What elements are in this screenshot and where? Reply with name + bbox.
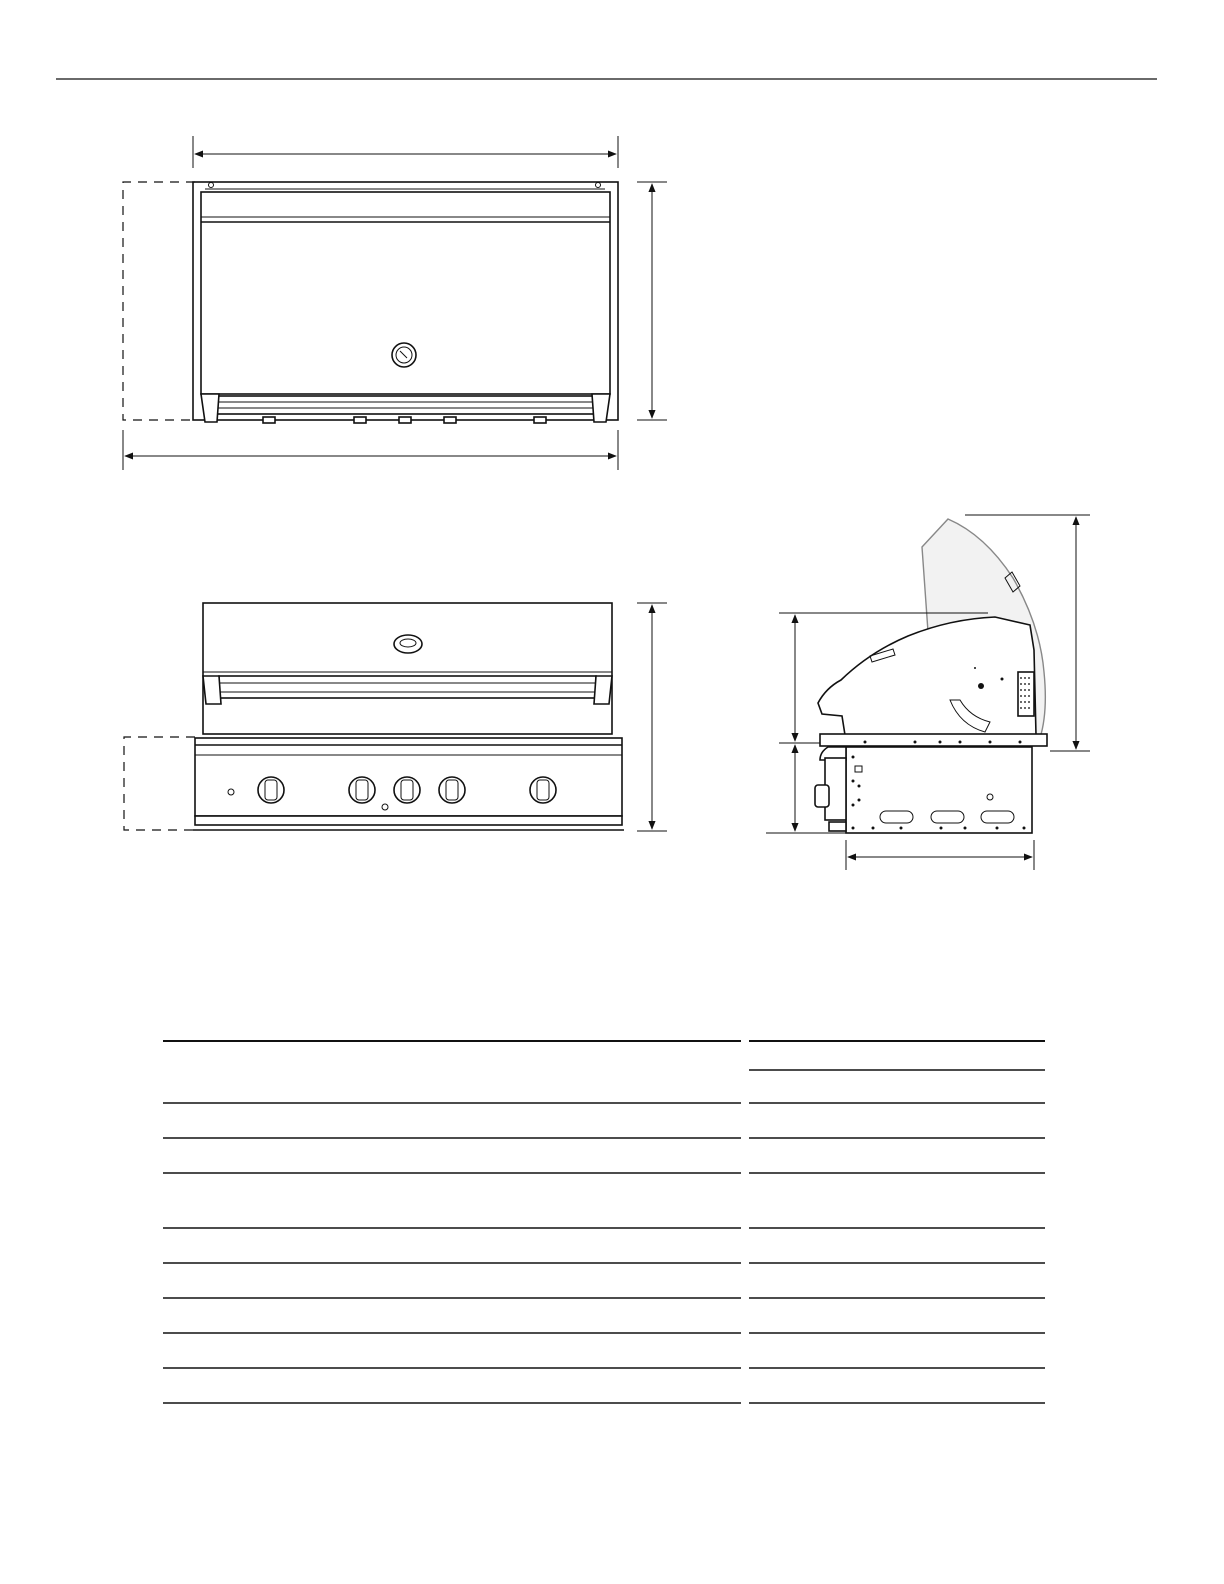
control-knob-icon — [439, 777, 465, 803]
control-knob-icon — [530, 777, 556, 803]
cutout-outline-dashed — [123, 182, 195, 420]
thermometer-icon-front — [394, 635, 422, 653]
top-view-drawing — [123, 136, 667, 470]
control-knob-icon — [258, 777, 284, 803]
control-knob-icon — [394, 777, 420, 803]
side-view-drawing — [766, 515, 1090, 870]
spec-table — [163, 1041, 1045, 1403]
front-view-drawing — [124, 603, 667, 831]
control-knob-icon — [349, 777, 375, 803]
cutout-outline-dashed-front — [124, 737, 195, 830]
